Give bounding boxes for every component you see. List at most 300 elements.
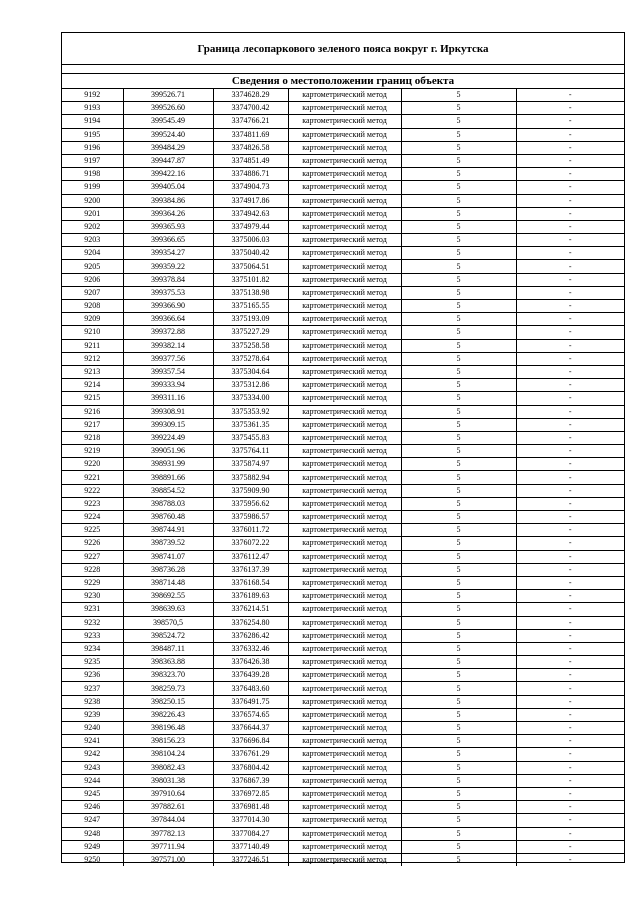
note-cell: - — [516, 603, 624, 616]
accuracy-cell: 5 — [401, 853, 516, 866]
table-row — [62, 313, 624, 326]
accuracy-cell: 5 — [401, 682, 516, 695]
point-number-cell: 9247 — [62, 814, 123, 827]
y-coordinate-cell: 3376214.51 — [213, 603, 288, 616]
document-frame — [61, 32, 625, 863]
note-cell: - — [516, 682, 624, 695]
method-cell: картометрический метод — [288, 537, 401, 550]
note-cell: - — [516, 365, 624, 378]
table-row — [62, 735, 624, 748]
point-number-cell: 9210 — [62, 326, 123, 339]
accuracy-cell: 5 — [401, 431, 516, 444]
accuracy-cell: 5 — [401, 497, 516, 510]
table-row — [62, 484, 624, 497]
note-cell: - — [516, 431, 624, 444]
table-row — [62, 339, 624, 352]
accuracy-cell: 5 — [401, 563, 516, 576]
table-row — [62, 273, 624, 286]
method-cell: картометрический метод — [288, 207, 401, 220]
note-cell: - — [516, 590, 624, 603]
y-coordinate-cell: 3375986.57 — [213, 511, 288, 524]
point-number-cell: 9230 — [62, 590, 123, 603]
table-row — [62, 154, 624, 167]
x-coordinate-cell: 398714.48 — [123, 576, 213, 589]
note-cell: - — [516, 840, 624, 853]
x-coordinate-cell: 398082.43 — [123, 761, 213, 774]
method-cell: картометрический метод — [288, 115, 401, 128]
point-number-cell: 9205 — [62, 260, 123, 273]
accuracy-cell: 5 — [401, 511, 516, 524]
accuracy-cell: 5 — [401, 774, 516, 787]
method-cell: картометрический метод — [288, 484, 401, 497]
method-cell: картометрический метод — [288, 339, 401, 352]
table-row — [62, 181, 624, 194]
x-coordinate-cell: 398788.03 — [123, 497, 213, 510]
accuracy-cell: 5 — [401, 286, 516, 299]
y-coordinate-cell: 3374904.73 — [213, 181, 288, 194]
y-coordinate-cell: 3376483.60 — [213, 682, 288, 695]
x-coordinate-cell: 398739.52 — [123, 537, 213, 550]
method-cell: картометрический метод — [288, 603, 401, 616]
note-cell: - — [516, 629, 624, 642]
x-coordinate-cell: 397844.04 — [123, 814, 213, 827]
y-coordinate-cell: 3375361.35 — [213, 418, 288, 431]
method-cell: картометрический метод — [288, 431, 401, 444]
method-cell: картометрический метод — [288, 260, 401, 273]
accuracy-cell: 5 — [401, 392, 516, 405]
accuracy-cell: 5 — [401, 537, 516, 550]
method-cell: картометрический метод — [288, 722, 401, 735]
y-coordinate-cell: 3376332.46 — [213, 642, 288, 655]
x-coordinate-cell: 399372.88 — [123, 326, 213, 339]
accuracy-cell: 5 — [401, 471, 516, 484]
accuracy-cell: 5 — [401, 168, 516, 181]
x-coordinate-cell: 398760.48 — [123, 511, 213, 524]
table-row — [62, 102, 624, 115]
accuracy-cell: 5 — [401, 300, 516, 313]
point-number-cell: 9227 — [62, 550, 123, 563]
y-coordinate-cell: 3377140.49 — [213, 840, 288, 853]
table-row — [62, 682, 624, 695]
note-cell: - — [516, 761, 624, 774]
table-row — [62, 207, 624, 220]
method-cell: картометрический метод — [288, 827, 401, 840]
x-coordinate-cell: 398196.48 — [123, 722, 213, 735]
method-cell: картометрический метод — [288, 629, 401, 642]
y-coordinate-cell: 3375165.55 — [213, 300, 288, 313]
point-number-cell: 9208 — [62, 300, 123, 313]
table-row — [62, 194, 624, 207]
table-row — [62, 629, 624, 642]
table-row — [62, 537, 624, 550]
y-coordinate-cell: 3375455.83 — [213, 431, 288, 444]
accuracy-cell: 5 — [401, 722, 516, 735]
method-cell: картометрический метод — [288, 194, 401, 207]
y-coordinate-cell: 3375312.86 — [213, 379, 288, 392]
method-cell: картометрический метод — [288, 128, 401, 141]
point-number-cell: 9236 — [62, 669, 123, 682]
table-row — [62, 497, 624, 510]
method-cell: картометрический метод — [288, 748, 401, 761]
method-cell: картометрический метод — [288, 392, 401, 405]
point-number-cell: 9195 — [62, 128, 123, 141]
accuracy-cell: 5 — [401, 207, 516, 220]
table-row — [62, 300, 624, 313]
note-cell: - — [516, 471, 624, 484]
y-coordinate-cell: 3376072.22 — [213, 537, 288, 550]
accuracy-cell: 5 — [401, 102, 516, 115]
note-cell: - — [516, 379, 624, 392]
accuracy-cell: 5 — [401, 352, 516, 365]
table-row — [62, 603, 624, 616]
x-coordinate-cell: 399378.84 — [123, 273, 213, 286]
point-number-cell: 9221 — [62, 471, 123, 484]
note-cell: - — [516, 220, 624, 233]
point-number-cell: 9193 — [62, 102, 123, 115]
point-number-cell: 9192 — [62, 89, 123, 102]
x-coordinate-cell: 397782.13 — [123, 827, 213, 840]
title-spacer — [62, 65, 624, 74]
method-cell: картометрический метод — [288, 445, 401, 458]
note-cell: - — [516, 642, 624, 655]
table-row — [62, 642, 624, 655]
method-cell: картометрический метод — [288, 234, 401, 247]
accuracy-cell: 5 — [401, 735, 516, 748]
accuracy-cell: 5 — [401, 458, 516, 471]
method-cell: картометрический метод — [288, 247, 401, 260]
point-number-cell: 9215 — [62, 392, 123, 405]
y-coordinate-cell: 3374886.71 — [213, 168, 288, 181]
method-cell: картометрический метод — [288, 801, 401, 814]
y-coordinate-cell: 3375909.90 — [213, 484, 288, 497]
x-coordinate-cell: 399224.49 — [123, 431, 213, 444]
table-row — [62, 656, 624, 669]
note-cell: - — [516, 300, 624, 313]
point-number-cell: 9200 — [62, 194, 123, 207]
accuracy-cell: 5 — [401, 220, 516, 233]
table-row — [62, 722, 624, 735]
note-cell: - — [516, 141, 624, 154]
table-row — [62, 511, 624, 524]
point-number-cell: 9202 — [62, 220, 123, 233]
table-row — [62, 458, 624, 471]
method-cell: картометрический метод — [288, 154, 401, 167]
table-row — [62, 365, 624, 378]
note-cell: - — [516, 207, 624, 220]
method-cell: картометрический метод — [288, 352, 401, 365]
note-cell: - — [516, 247, 624, 260]
accuracy-cell: 5 — [401, 379, 516, 392]
table-row — [62, 220, 624, 233]
x-coordinate-cell: 399333.94 — [123, 379, 213, 392]
x-coordinate-cell: 398323.70 — [123, 669, 213, 682]
accuracy-cell: 5 — [401, 115, 516, 128]
x-coordinate-cell: 399311.16 — [123, 392, 213, 405]
x-coordinate-cell: 397882.61 — [123, 801, 213, 814]
note-cell: - — [516, 286, 624, 299]
point-number-cell: 9220 — [62, 458, 123, 471]
x-coordinate-cell: 398570,5 — [123, 616, 213, 629]
note-cell: - — [516, 735, 624, 748]
y-coordinate-cell: 3376168.54 — [213, 576, 288, 589]
method-cell: картометрический метод — [288, 313, 401, 326]
y-coordinate-cell: 3376112.47 — [213, 550, 288, 563]
y-coordinate-cell: 3376644.37 — [213, 722, 288, 735]
accuracy-cell: 5 — [401, 128, 516, 141]
x-coordinate-cell: 399357.54 — [123, 365, 213, 378]
point-number-cell: 9218 — [62, 431, 123, 444]
point-number-cell: 9207 — [62, 286, 123, 299]
table-row — [62, 814, 624, 827]
point-number-cell: 9228 — [62, 563, 123, 576]
method-cell: картометрический метод — [288, 220, 401, 233]
accuracy-cell: 5 — [401, 748, 516, 761]
method-cell: картометрический метод — [288, 326, 401, 339]
accuracy-cell: 5 — [401, 234, 516, 247]
y-coordinate-cell: 3377014.30 — [213, 814, 288, 827]
x-coordinate-cell: 398487.11 — [123, 642, 213, 655]
x-coordinate-cell: 399377.56 — [123, 352, 213, 365]
x-coordinate-cell: 398744.91 — [123, 524, 213, 537]
x-coordinate-cell: 399375.53 — [123, 286, 213, 299]
accuracy-cell: 5 — [401, 181, 516, 194]
table-row — [62, 761, 624, 774]
table-row — [62, 326, 624, 339]
y-coordinate-cell: 3374826.58 — [213, 141, 288, 154]
accuracy-cell: 5 — [401, 787, 516, 800]
accuracy-cell: 5 — [401, 339, 516, 352]
point-number-cell: 9211 — [62, 339, 123, 352]
x-coordinate-cell: 398854.52 — [123, 484, 213, 497]
x-coordinate-cell: 398639.63 — [123, 603, 213, 616]
note-cell: - — [516, 128, 624, 141]
x-coordinate-cell: 398891.66 — [123, 471, 213, 484]
y-coordinate-cell: 3376867.39 — [213, 774, 288, 787]
x-coordinate-cell: 398931.99 — [123, 458, 213, 471]
x-coordinate-cell: 398259.73 — [123, 682, 213, 695]
note-cell: - — [516, 708, 624, 721]
table-row — [62, 352, 624, 365]
table-row — [62, 827, 624, 840]
y-coordinate-cell: 3376574.65 — [213, 708, 288, 721]
point-number-cell: 9244 — [62, 774, 123, 787]
note-cell: - — [516, 313, 624, 326]
accuracy-cell: 5 — [401, 484, 516, 497]
y-coordinate-cell: 3375353.92 — [213, 405, 288, 418]
y-coordinate-cell: 3374811.69 — [213, 128, 288, 141]
method-cell: картометрический метод — [288, 497, 401, 510]
y-coordinate-cell: 3375193.09 — [213, 313, 288, 326]
x-coordinate-cell: 398524.72 — [123, 629, 213, 642]
y-coordinate-cell: 3376696.84 — [213, 735, 288, 748]
method-cell: картометрический метод — [288, 273, 401, 286]
method-cell: картометрический метод — [288, 616, 401, 629]
x-coordinate-cell: 399484.29 — [123, 141, 213, 154]
point-number-cell: 9199 — [62, 181, 123, 194]
method-cell: картометрический метод — [288, 181, 401, 194]
point-number-cell: 9242 — [62, 748, 123, 761]
note-cell: - — [516, 102, 624, 115]
accuracy-cell: 5 — [401, 524, 516, 537]
accuracy-cell: 5 — [401, 89, 516, 102]
point-number-cell: 9216 — [62, 405, 123, 418]
accuracy-cell: 5 — [401, 603, 516, 616]
table-row — [62, 576, 624, 589]
accuracy-cell: 5 — [401, 445, 516, 458]
x-coordinate-cell: 399447.87 — [123, 154, 213, 167]
method-cell: картометрический метод — [288, 300, 401, 313]
y-coordinate-cell: 3375764.11 — [213, 445, 288, 458]
accuracy-cell: 5 — [401, 365, 516, 378]
note-cell: - — [516, 656, 624, 669]
note-cell: - — [516, 669, 624, 682]
note-cell: - — [516, 787, 624, 800]
method-cell: картометрический метод — [288, 286, 401, 299]
table-row — [62, 524, 624, 537]
y-coordinate-cell: 3376981.48 — [213, 801, 288, 814]
table-row — [62, 379, 624, 392]
table-row — [62, 445, 624, 458]
note-cell: - — [516, 326, 624, 339]
point-number-cell: 9237 — [62, 682, 123, 695]
x-coordinate-cell: 399359.22 — [123, 260, 213, 273]
point-number-cell: 9212 — [62, 352, 123, 365]
method-cell: картометрический метод — [288, 735, 401, 748]
x-coordinate-cell: 399366.64 — [123, 313, 213, 326]
y-coordinate-cell: 3375882.94 — [213, 471, 288, 484]
point-number-cell: 9232 — [62, 616, 123, 629]
x-coordinate-cell: 399382.14 — [123, 339, 213, 352]
accuracy-cell: 5 — [401, 827, 516, 840]
method-cell: картометрический метод — [288, 787, 401, 800]
y-coordinate-cell: 3375227.29 — [213, 326, 288, 339]
table-row — [62, 853, 624, 866]
coordinates-table-body — [62, 89, 624, 867]
note-cell: - — [516, 458, 624, 471]
method-cell: картометрический метод — [288, 418, 401, 431]
table-row — [62, 141, 624, 154]
accuracy-cell: 5 — [401, 326, 516, 339]
x-coordinate-cell: 399384.86 — [123, 194, 213, 207]
point-number-cell: 9249 — [62, 840, 123, 853]
table-row — [62, 774, 624, 787]
y-coordinate-cell: 3374766.21 — [213, 115, 288, 128]
y-coordinate-cell: 3375278.64 — [213, 352, 288, 365]
y-coordinate-cell: 3375064.51 — [213, 260, 288, 273]
accuracy-cell: 5 — [401, 669, 516, 682]
x-coordinate-cell: 399308.91 — [123, 405, 213, 418]
x-coordinate-cell: 398031.38 — [123, 774, 213, 787]
point-number-cell: 9245 — [62, 787, 123, 800]
point-number-cell: 9250 — [62, 853, 123, 866]
accuracy-cell: 5 — [401, 616, 516, 629]
point-number-cell: 9240 — [62, 722, 123, 735]
section-subtitle: Сведения о местоположении границ объекта — [231, 75, 455, 87]
y-coordinate-cell: 3375334.00 — [213, 392, 288, 405]
table-row — [62, 418, 624, 431]
y-coordinate-cell: 3376254.80 — [213, 616, 288, 629]
table-row — [62, 748, 624, 761]
method-cell: картометрический метод — [288, 774, 401, 787]
y-coordinate-cell: 3377246.51 — [213, 853, 288, 866]
y-coordinate-cell: 3376189.63 — [213, 590, 288, 603]
note-cell: - — [516, 339, 624, 352]
method-cell: картометрический метод — [288, 471, 401, 484]
accuracy-cell: 5 — [401, 695, 516, 708]
table-row — [62, 550, 624, 563]
y-coordinate-cell: 3374700.42 — [213, 102, 288, 115]
note-cell: - — [516, 576, 624, 589]
note-cell: - — [516, 115, 624, 128]
y-coordinate-cell: 3375258.58 — [213, 339, 288, 352]
x-coordinate-cell: 397571.00 — [123, 853, 213, 866]
y-coordinate-cell: 3374917.86 — [213, 194, 288, 207]
y-coordinate-cell: 3376804.42 — [213, 761, 288, 774]
table-row — [62, 695, 624, 708]
accuracy-cell: 5 — [401, 194, 516, 207]
table-row — [62, 168, 624, 181]
point-number-cell: 9239 — [62, 708, 123, 721]
note-cell: - — [516, 563, 624, 576]
accuracy-cell: 5 — [401, 247, 516, 260]
accuracy-cell: 5 — [401, 761, 516, 774]
table-row — [62, 616, 624, 629]
y-coordinate-cell: 3375874.97 — [213, 458, 288, 471]
table-row — [62, 801, 624, 814]
note-cell: - — [516, 511, 624, 524]
note-cell: - — [516, 484, 624, 497]
y-coordinate-cell: 3375101.82 — [213, 273, 288, 286]
point-number-cell: 9209 — [62, 313, 123, 326]
method-cell: картометрический метод — [288, 550, 401, 563]
point-number-cell: 9225 — [62, 524, 123, 537]
y-coordinate-cell: 3376011.72 — [213, 524, 288, 537]
table-row — [62, 89, 624, 102]
note-cell: - — [516, 89, 624, 102]
note-cell: - — [516, 524, 624, 537]
point-number-cell: 9224 — [62, 511, 123, 524]
accuracy-cell: 5 — [401, 801, 516, 814]
method-cell: картометрический метод — [288, 761, 401, 774]
accuracy-cell: 5 — [401, 814, 516, 827]
note-cell: - — [516, 801, 624, 814]
y-coordinate-cell: 3376439.28 — [213, 669, 288, 682]
point-number-cell: 9241 — [62, 735, 123, 748]
y-coordinate-cell: 3374628.29 — [213, 89, 288, 102]
accuracy-cell: 5 — [401, 840, 516, 853]
point-number-cell: 9214 — [62, 379, 123, 392]
point-number-cell: 9238 — [62, 695, 123, 708]
note-cell: - — [516, 194, 624, 207]
method-cell: картометрический метод — [288, 814, 401, 827]
y-coordinate-cell: 3376286.42 — [213, 629, 288, 642]
accuracy-cell: 5 — [401, 550, 516, 563]
x-coordinate-cell: 397910.64 — [123, 787, 213, 800]
y-coordinate-cell: 3375956.62 — [213, 497, 288, 510]
table-row — [62, 392, 624, 405]
y-coordinate-cell: 3375138.98 — [213, 286, 288, 299]
x-coordinate-cell: 397711.94 — [123, 840, 213, 853]
point-number-cell: 9233 — [62, 629, 123, 642]
method-cell: картометрический метод — [288, 695, 401, 708]
x-coordinate-cell: 399309.15 — [123, 418, 213, 431]
note-cell: - — [516, 392, 624, 405]
coordinates-table — [62, 88, 624, 866]
x-coordinate-cell: 399051.96 — [123, 445, 213, 458]
note-cell: - — [516, 722, 624, 735]
table-row — [62, 115, 624, 128]
method-cell: картометрический метод — [288, 365, 401, 378]
